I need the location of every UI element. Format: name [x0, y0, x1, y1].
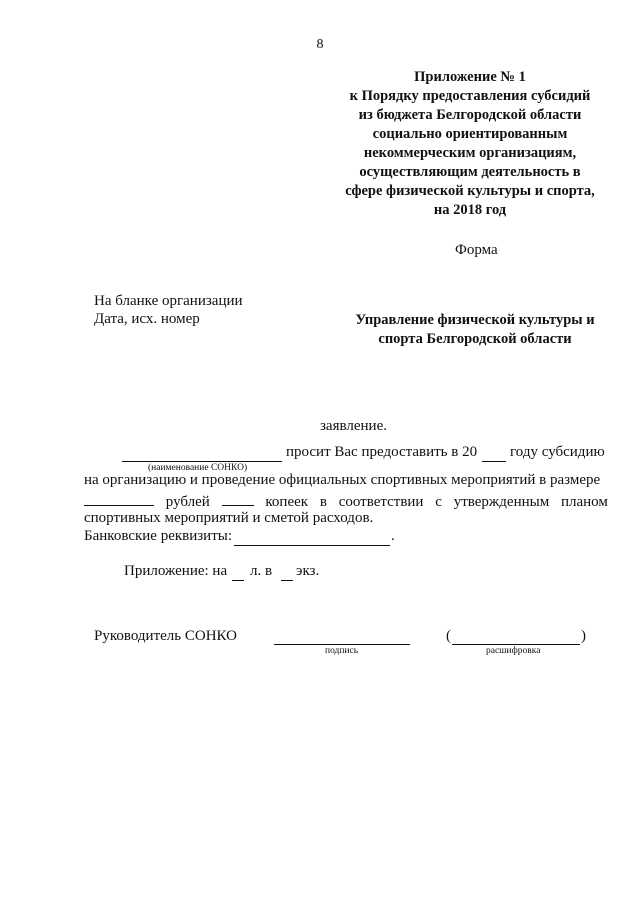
- addressee-line: Управление физической культуры и: [355, 312, 595, 328]
- appendix-line: осуществляющим деятельность в: [359, 164, 581, 180]
- letterhead-note: [94, 292, 243, 328]
- sheets-label: л. в: [250, 563, 273, 579]
- appendix-line: сфере физической культуры и спорта,: [345, 183, 595, 199]
- bank-details-label: Банковские реквизиты:: [84, 528, 233, 544]
- rubles-label: рублей: [165, 494, 210, 510]
- rubles-field[interactable]: [84, 491, 154, 506]
- head-label: Руководитель СОНКО: [94, 628, 237, 644]
- appendix-header: [320, 68, 620, 220]
- addressee-line: спорта Белгородской области: [378, 331, 572, 347]
- word-with: с: [435, 494, 442, 510]
- appendix-line: на 2018 год: [433, 202, 507, 218]
- sheets-field[interactable]: [232, 566, 244, 581]
- letterhead-line: На бланке организации: [94, 293, 243, 309]
- statement-title: заявление.: [320, 418, 387, 434]
- purpose-text: на организацию и проведение официальных спортивных мероприятий в размере: [84, 472, 601, 488]
- bank-details-field[interactable]: [234, 531, 390, 546]
- appendix-line: социально ориентированным: [372, 126, 568, 142]
- copies-field[interactable]: [281, 566, 293, 581]
- organization-caption: (наименование СОНКО): [148, 463, 248, 473]
- organization-name-field[interactable]: [122, 447, 282, 462]
- signature-field[interactable]: [274, 630, 410, 645]
- decoding-field[interactable]: [452, 630, 580, 645]
- form-label: Форма: [455, 242, 498, 258]
- request-text: просит Вас предоставить в 20: [286, 444, 478, 460]
- copies-label: экз.: [296, 563, 320, 579]
- word-accordance: соответствии: [338, 494, 424, 510]
- decoding-caption: расшифровка: [486, 646, 541, 656]
- decoding-open-paren: (: [446, 628, 451, 644]
- appendix-line: Приложение № 1: [414, 69, 526, 85]
- appendix-line: некоммерческим организациям,: [363, 145, 577, 161]
- decoding-close-paren: ): [581, 628, 586, 644]
- bank-details-end: .: [391, 528, 395, 544]
- events-text: спортивных мероприятий и сметой расходов.: [84, 510, 374, 526]
- amount-line: [84, 491, 608, 511]
- appendix-line: к Порядку предоставления субсидий: [349, 88, 591, 104]
- signature-caption: подпись: [325, 646, 359, 656]
- word-approved: утвержденным: [453, 494, 550, 510]
- appendix-line: из бюджета Белгородской области: [358, 107, 582, 123]
- addressee: [330, 311, 620, 349]
- letterhead-line: Дата, исх. номер: [94, 311, 200, 327]
- kopecks-field[interactable]: [222, 491, 254, 506]
- attachment-prefix: Приложение: на: [124, 563, 228, 579]
- word-plan: планом: [560, 494, 608, 510]
- word-in: в: [319, 494, 327, 510]
- year-field[interactable]: [482, 447, 506, 462]
- kopecks-label: копеек: [265, 494, 309, 510]
- page-number: 8: [316, 37, 324, 52]
- year-subsidy-text: году субсидию: [510, 444, 605, 460]
